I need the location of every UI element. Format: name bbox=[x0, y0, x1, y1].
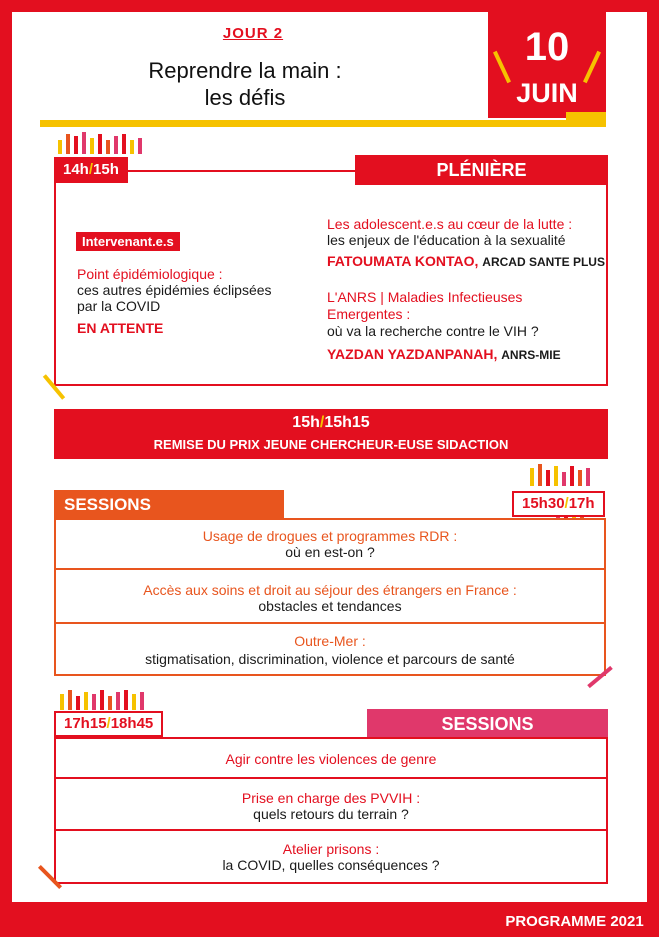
time-start: 17h15 bbox=[64, 715, 107, 732]
talk3-speaker-line bbox=[327, 346, 561, 363]
prize-banner bbox=[54, 409, 608, 459]
session-3-sub: stigmatisation, discrimination, violence et parcours de santé bbox=[145, 651, 515, 667]
page-title bbox=[120, 57, 370, 111]
talk2-org: ARCAD SANTE PLUS bbox=[482, 255, 605, 269]
session-2-sub: obstacles et tendances bbox=[258, 598, 402, 614]
divider bbox=[54, 568, 606, 570]
talk1-title: Point épidémiologique : bbox=[77, 266, 223, 282]
section-header-pleniere: PLÉNIÈRE D'INFORMATION bbox=[355, 155, 608, 185]
date-day: 10 bbox=[524, 25, 570, 69]
prize-time: 15h/15h15 bbox=[292, 414, 370, 431]
talk2-speaker-line bbox=[327, 253, 605, 270]
prize-title: REMISE DU PRIX JEUNE CHERCHEUR-EUSE SIDACTION bbox=[153, 437, 509, 452]
talk3-title-line1: L'ANRS | Maladies Infectieuses bbox=[327, 289, 523, 305]
divider bbox=[54, 777, 608, 779]
time-tag-sessions-2: 17h15/18h45 bbox=[54, 711, 163, 737]
session-4-title: Agir contre les violences de genre bbox=[225, 751, 437, 767]
talk1-sub-line1: ces autres épidémies éclipsées bbox=[77, 282, 272, 298]
session-3-title: Outre-Mer : bbox=[294, 633, 366, 649]
time-end: 15h15 bbox=[324, 414, 370, 431]
session-6-sub: la COVID, quelles conséquences ? bbox=[222, 857, 440, 873]
talk3-org: ANRS-MIE bbox=[501, 348, 561, 362]
talk1-speaker: EN ATTENTE bbox=[77, 320, 164, 336]
title-line-2: les défis bbox=[204, 85, 286, 110]
time-tag-pleniere: 14h/15h bbox=[54, 157, 128, 183]
talk3-title-line2: Emergentes : bbox=[327, 306, 411, 322]
session-1-title: Usage de drogues et programmes RDR : bbox=[202, 528, 458, 544]
session-1-sub: où en est-on ? bbox=[285, 544, 375, 560]
talk2-title: Les adolescent.e.s au cœur de la lutte : bbox=[327, 216, 573, 232]
talk2-sub: les enjeux de l'éducation à la sexualité bbox=[327, 232, 566, 248]
divider bbox=[54, 622, 606, 624]
session-6-title: Atelier prisons : bbox=[282, 841, 380, 857]
session-5-title: Prise en charge des PVVIH : bbox=[241, 790, 421, 806]
time-start: 15h30 bbox=[522, 495, 565, 512]
time-end: 17h bbox=[568, 495, 595, 512]
section-header-sessions-2: SESSIONS bbox=[367, 709, 608, 739]
talk2-speaker: FATOUMATA KONTAO, bbox=[327, 253, 479, 269]
title-line-1: Reprendre la main : bbox=[148, 58, 342, 83]
day-label: JOUR 2 bbox=[222, 25, 284, 42]
date-badge bbox=[488, 12, 606, 118]
header-divider-accent bbox=[566, 112, 606, 127]
session-5-sub: quels retours du terrain ? bbox=[253, 806, 409, 822]
divider bbox=[54, 829, 608, 831]
session-2-title: Accès aux soins et droit au séjour des étrangers en France : bbox=[143, 582, 517, 598]
time-start: 15h bbox=[292, 414, 320, 431]
talk1-sub-line2: par la COVID bbox=[77, 298, 161, 314]
header-divider bbox=[40, 120, 606, 127]
date-month: JUIN bbox=[516, 78, 578, 108]
footer-label: PROGRAMME 2021 bbox=[490, 906, 659, 937]
section-header-sessions-1: SESSIONS bbox=[54, 490, 284, 520]
talk3-speaker: YAZDAN YAZDANPANAH, bbox=[327, 346, 498, 362]
time-tag-sessions-1: 15h30/17h bbox=[512, 491, 605, 517]
time-end: 15h bbox=[93, 161, 119, 178]
speakers-label: Intervenant.e.s bbox=[76, 232, 180, 251]
time-end: 18h45 bbox=[110, 715, 154, 732]
talk3-sub: où va la recherche contre le VIH ? bbox=[327, 323, 539, 339]
time-start: 14h bbox=[63, 161, 89, 178]
